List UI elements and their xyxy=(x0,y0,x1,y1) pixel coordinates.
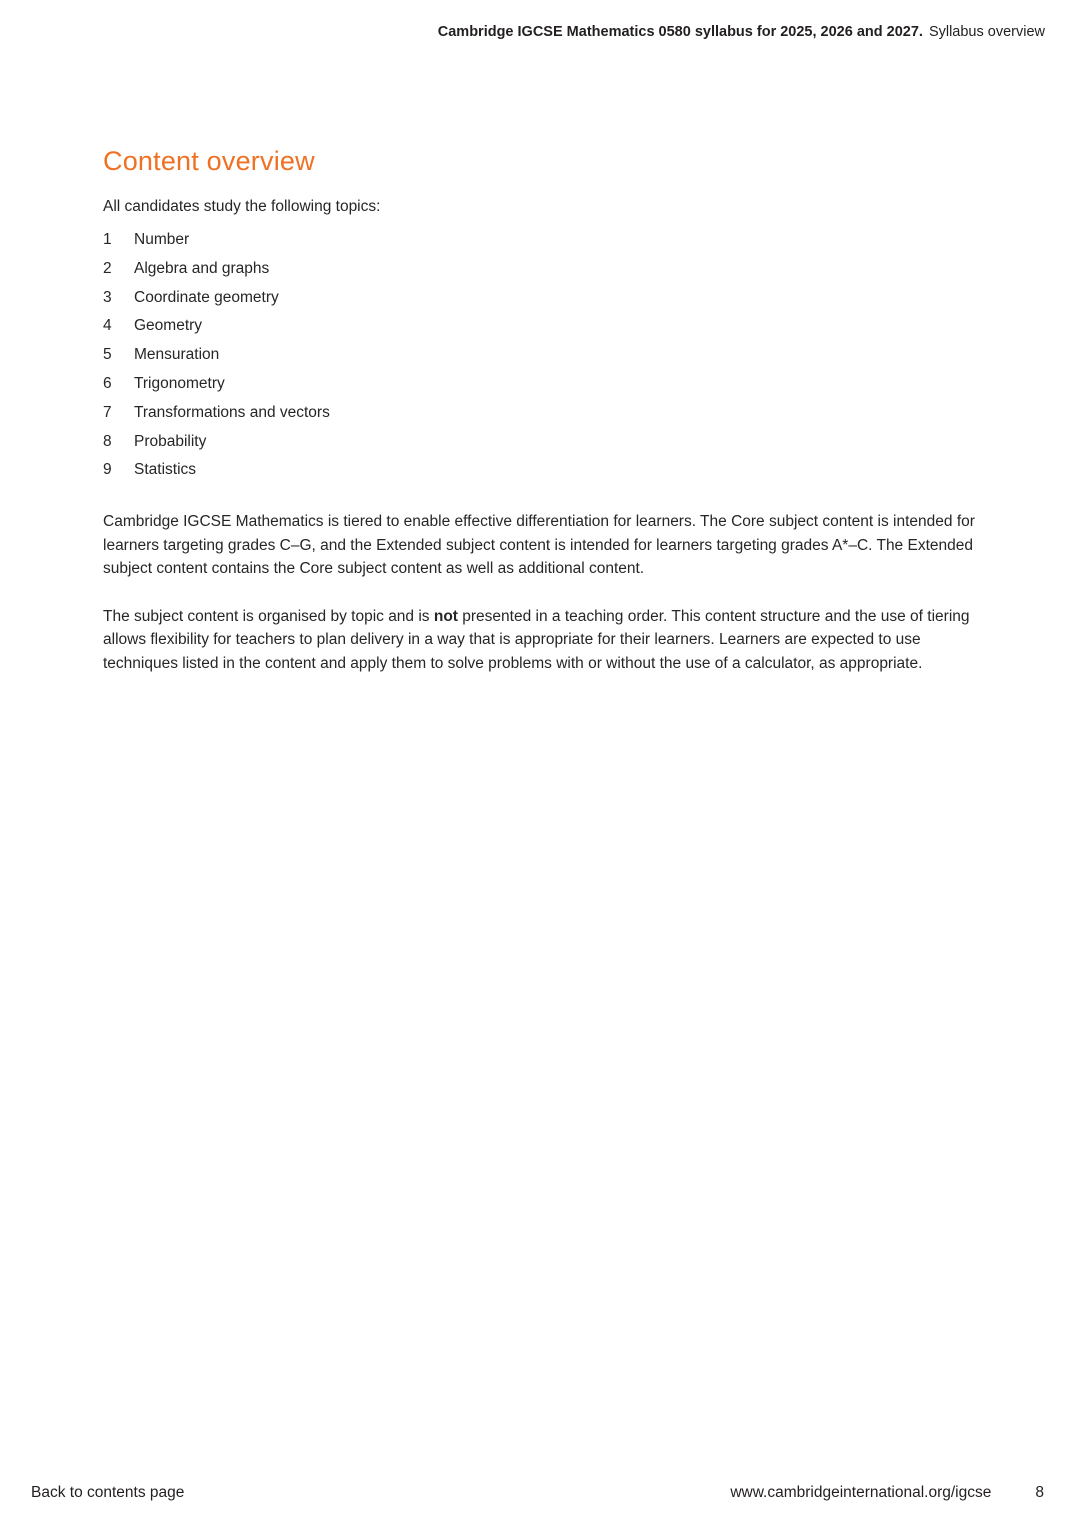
paragraph-structure xyxy=(103,605,981,676)
footer-right-group xyxy=(730,1484,1044,1502)
website-url: www.cambridgeinternational.org/igcse xyxy=(730,1484,992,1501)
topic-label: Transformations and vectors xyxy=(134,403,330,421)
back-to-contents-link[interactable]: Back to contents page xyxy=(31,1484,185,1501)
topic-number: 3 xyxy=(103,288,112,306)
topic-label: Statistics xyxy=(134,461,197,479)
list-item xyxy=(103,433,981,462)
paragraph-part-after: presented in a teaching order. This content structure and the use of tiering allows flexibility for teachers to plan delivery in a way that is appropriate for their learners. Learners are expected to use techniques listed in the content and apply them to solve problems with or without the use of a calculator, as appropriate. xyxy=(103,607,970,672)
topic-label: Trigonometry xyxy=(134,374,225,392)
topic-label: Probability xyxy=(134,432,207,450)
main-content xyxy=(103,146,981,699)
page-number: 8 xyxy=(1035,1484,1044,1501)
topic-number: 5 xyxy=(103,346,112,364)
topic-label: Geometry xyxy=(134,317,203,335)
list-item xyxy=(103,461,981,490)
intro-text: All candidates study the following topics: xyxy=(103,198,381,215)
topic-label: Mensuration xyxy=(134,346,220,364)
page-footer xyxy=(31,1484,1044,1502)
list-item xyxy=(103,231,981,260)
topic-number: 9 xyxy=(103,461,112,479)
list-item xyxy=(103,260,981,289)
topic-label: Coordinate geometry xyxy=(134,288,279,306)
topic-number: 8 xyxy=(103,432,112,450)
topic-label: Algebra and graphs xyxy=(134,259,270,277)
page-title: Content overview xyxy=(103,146,315,176)
list-item xyxy=(103,289,981,318)
page-header xyxy=(438,24,1045,40)
topic-number: 7 xyxy=(103,403,112,421)
list-item xyxy=(103,375,981,404)
header-section-label: Syllabus overview xyxy=(928,24,1045,40)
topic-number: 1 xyxy=(103,231,112,248)
list-item xyxy=(103,404,981,433)
list-item xyxy=(103,317,981,346)
topic-number: 4 xyxy=(103,317,112,335)
topic-number: 6 xyxy=(103,374,112,392)
paragraph-part-before: The subject content is organised by topic and is xyxy=(103,607,434,625)
header-syllabus-title: Cambridge IGCSE Mathematics 0580 syllabus for 2025, 2026 and 2027. xyxy=(437,24,923,40)
topic-label: Number xyxy=(134,231,190,248)
list-item xyxy=(103,346,981,375)
topic-number: 2 xyxy=(103,259,112,277)
paragraph-bold-word: not xyxy=(433,607,458,625)
topics-list xyxy=(103,231,981,490)
paragraph-tiering: Cambridge IGCSE Mathematics is tiered to enable effective differentiation for learners. The Core subject content is intended for learners targeting grades C–G, and the Extended subject content is intended for learners targeting grades A*–C. The Extended subject content contains the Core subject content as well as additional content. xyxy=(103,513,975,578)
